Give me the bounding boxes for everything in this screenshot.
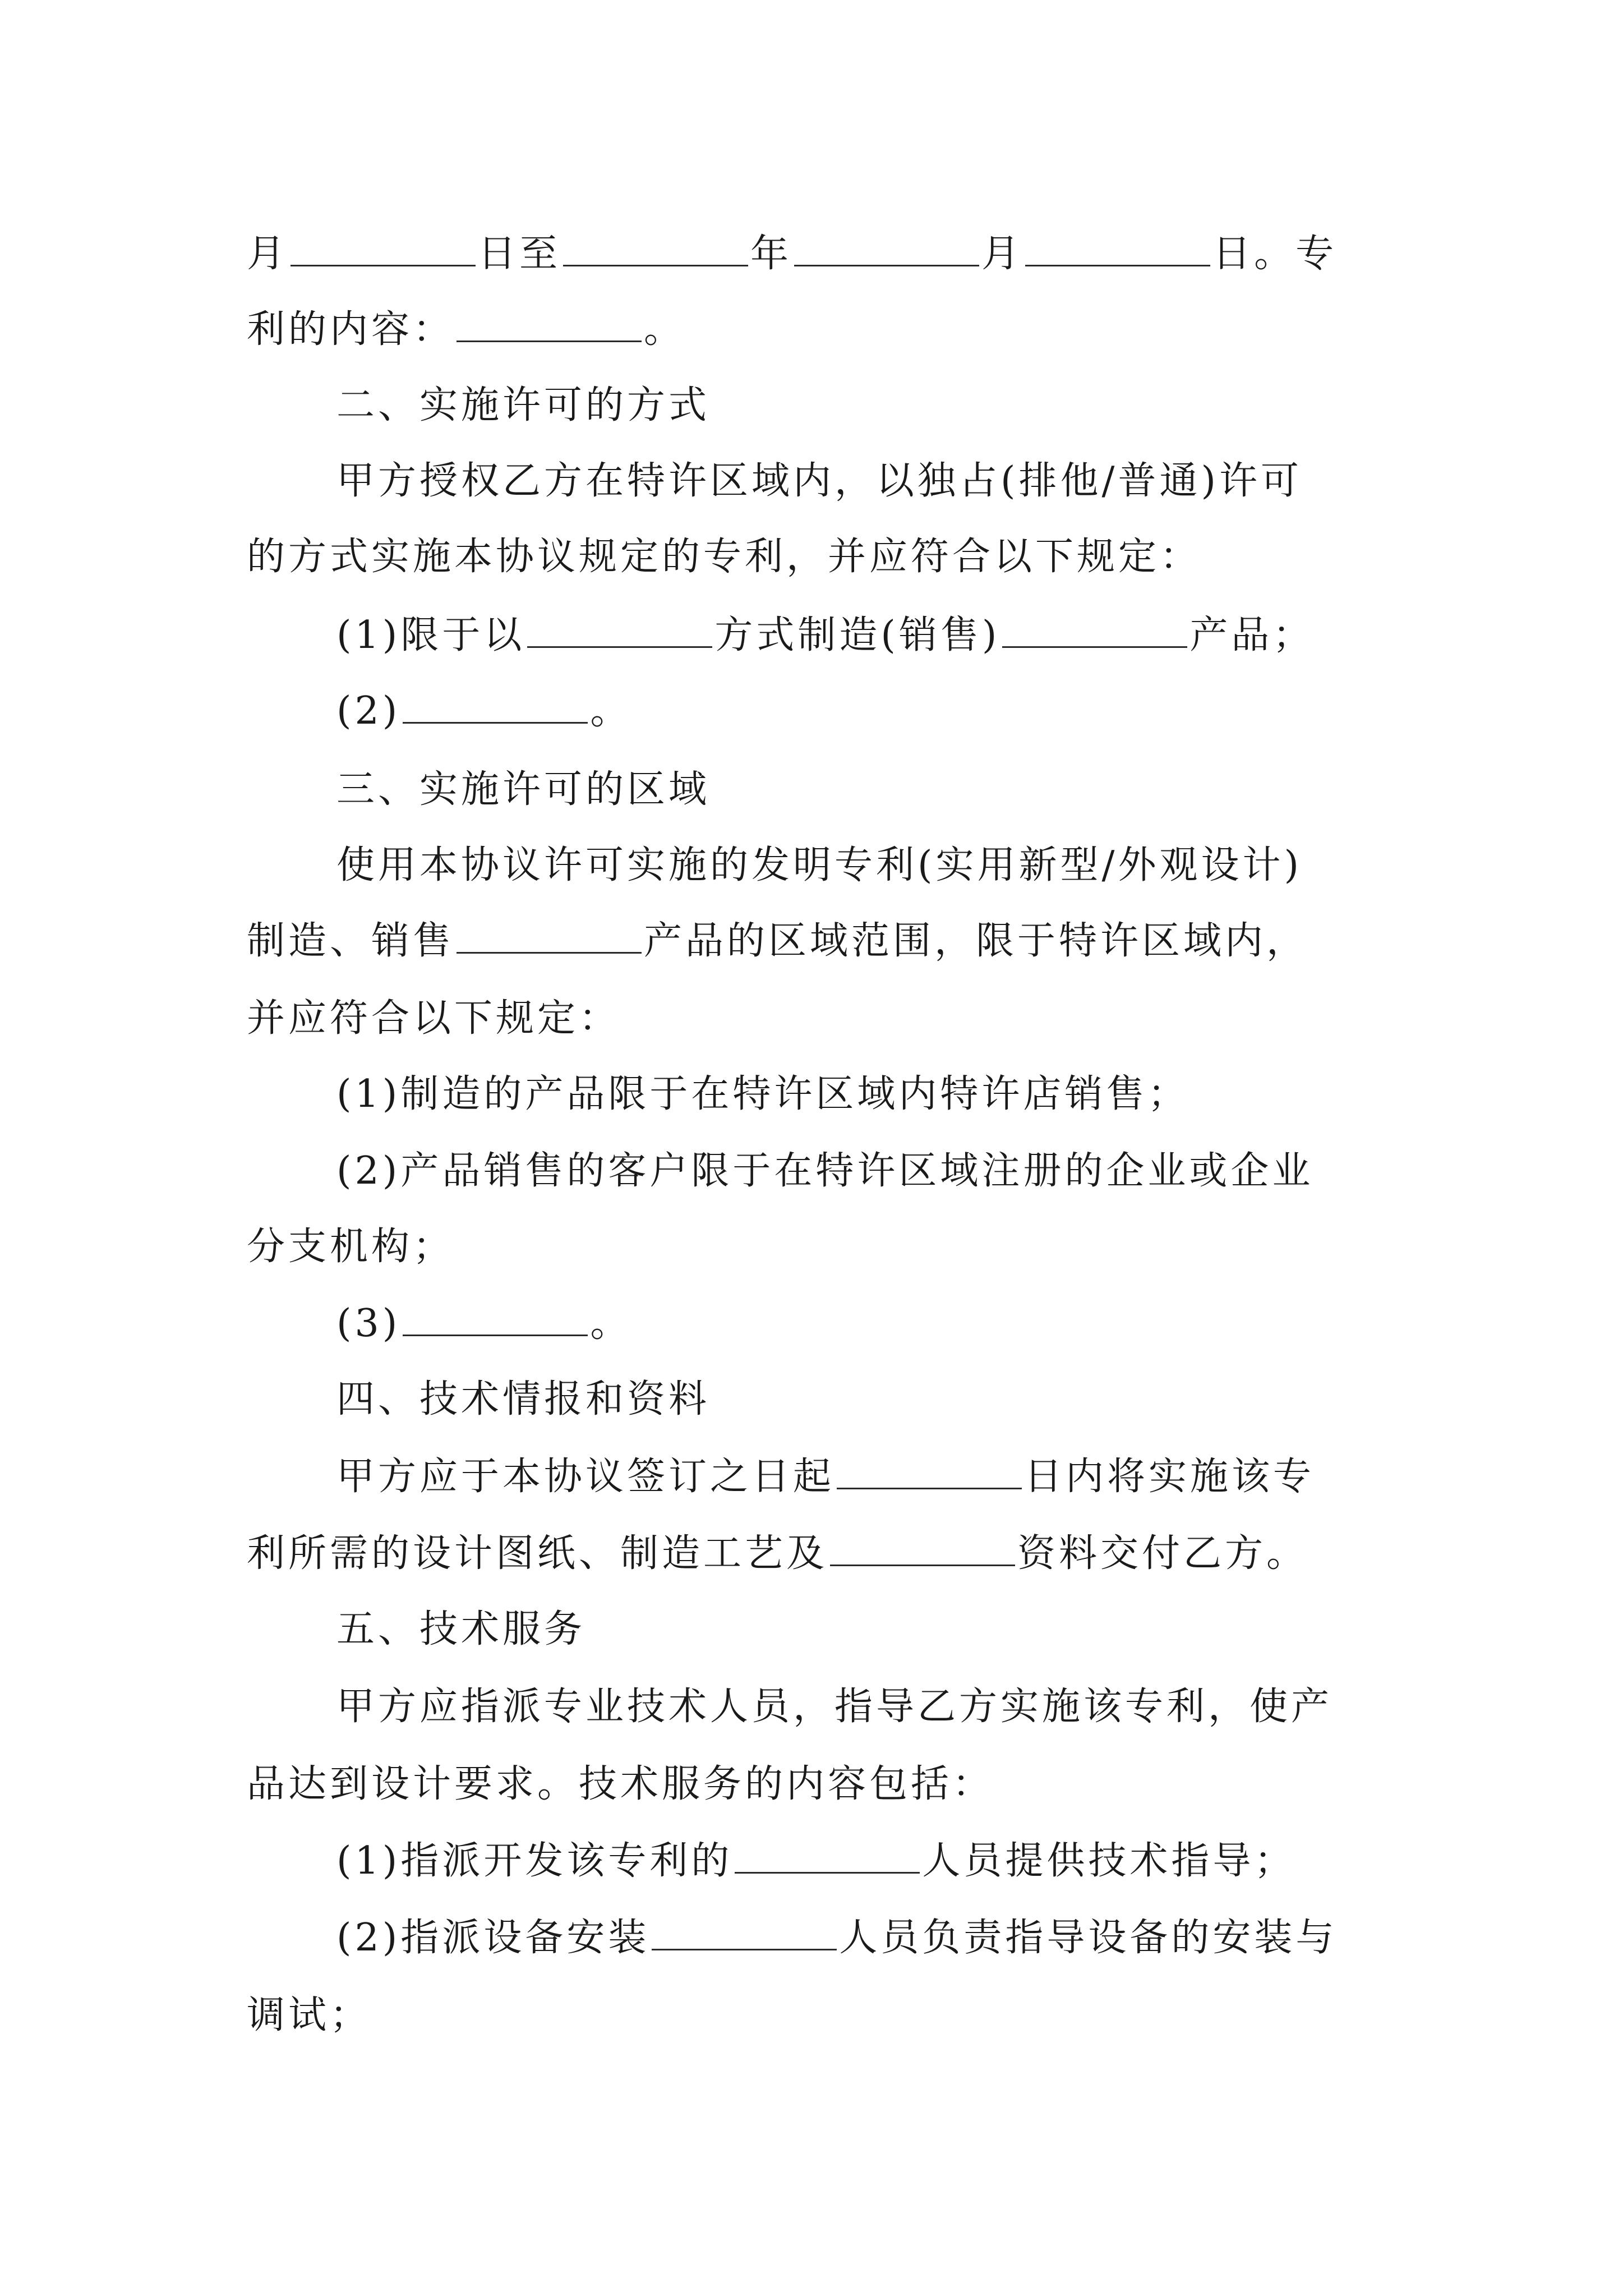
fill-in-blank[interactable]: [837, 1454, 1022, 1489]
text-segment: 日至: [478, 232, 561, 276]
text-segment: 使用本协议许可实施的发明专利(实用新型/外观设计): [336, 843, 1302, 887]
text-segment: 年: [750, 232, 792, 276]
text-line: [0, 1516, 1623, 1592]
fill-in-blank[interactable]: [652, 1915, 837, 1950]
text-segment: 产品；: [1189, 613, 1315, 657]
text-line: [0, 981, 1623, 1057]
fill-in-blank[interactable]: [830, 1531, 1015, 1566]
text-segment: (2)指派设备安装: [336, 1916, 650, 1960]
text-segment: 甲方授权乙方在特许区域内，以独占(排他/普通)许可: [336, 459, 1302, 503]
text-segment: 。: [644, 307, 686, 352]
text-segment: 甲方应于本协议签订之日起: [336, 1455, 835, 1499]
fill-in-blank[interactable]: [794, 231, 979, 266]
text-segment: 日。专: [1212, 232, 1338, 276]
text-line: [0, 367, 1623, 444]
text-segment: 品达到设计要求。技术服务的内容包括：: [247, 1762, 994, 1806]
text-segment: 四、技术情报和资料: [336, 1377, 711, 1421]
text-line: [0, 673, 1623, 749]
text-segment: 人员负责指导设备的安装与: [839, 1916, 1338, 1960]
text-line: [0, 1361, 1623, 1438]
text-segment: 资料交付乙方。: [1017, 1531, 1308, 1576]
text-line: [0, 1209, 1623, 1285]
text-segment: (2)产品销售的客户限于在特许区域注册的企业或企业: [336, 1149, 1314, 1193]
text-segment: (2): [336, 689, 401, 733]
text-line: [0, 903, 1623, 979]
text-segment: 产品的区域范围，限于特许区域内，: [644, 919, 1308, 963]
text-line: [0, 443, 1623, 519]
text-segment: (3): [336, 1301, 401, 1346]
text-segment: 利的内容：: [247, 307, 455, 352]
text-line: [0, 292, 1623, 368]
text-segment: 调试；: [247, 1993, 372, 2037]
fill-in-blank[interactable]: [457, 307, 642, 342]
fill-in-blank[interactable]: [1002, 613, 1187, 648]
text-line: [0, 1286, 1623, 1362]
text-segment: 五、技术服务: [336, 1607, 586, 1651]
text-segment: 。: [590, 1301, 632, 1346]
text-line: [0, 597, 1623, 674]
text-line: [0, 1746, 1623, 1823]
text-segment: 月: [981, 232, 1023, 276]
fill-in-blank[interactable]: [1025, 231, 1210, 266]
text-line: [0, 1900, 1623, 1976]
text-line: [0, 1669, 1623, 1745]
text-segment: 月: [247, 232, 289, 276]
text-segment: (1)制造的产品限于在特许区域内特许店销售；: [336, 1072, 1189, 1116]
text-line: [0, 1823, 1623, 1899]
text-segment: 日内将实施该专: [1024, 1455, 1315, 1499]
text-segment: 利所需的设计图纸、制造工艺及: [247, 1531, 828, 1576]
fill-in-blank[interactable]: [403, 1301, 588, 1336]
fill-in-blank[interactable]: [527, 613, 712, 648]
text-segment: (1)指派开发该专利的: [336, 1839, 733, 1883]
fill-in-blank[interactable]: [291, 231, 476, 266]
text-segment: 并应符合以下规定：: [247, 996, 621, 1041]
fill-in-blank[interactable]: [457, 918, 642, 954]
text-segment: 甲方应指派专业技术人员，指导乙方实施该专利，使产: [336, 1685, 1333, 1729]
text-segment: 方式制造(销售): [714, 613, 1000, 657]
text-line: [0, 1133, 1623, 1209]
fill-in-blank[interactable]: [563, 231, 748, 266]
text-segment: 人员提供技术指导；: [922, 1839, 1296, 1883]
fill-in-blank[interactable]: [735, 1838, 920, 1874]
text-line: [0, 1591, 1623, 1668]
text-line: [0, 752, 1623, 828]
fill-in-blank[interactable]: [403, 688, 588, 724]
text-line: [0, 216, 1623, 292]
text-segment: 分支机构；: [247, 1225, 455, 1269]
text-segment: 制造、销售: [247, 919, 455, 963]
text-segment: 的方式实施本协议规定的专利，并应符合以下规定：: [247, 535, 1202, 579]
text-segment: 。: [590, 689, 632, 733]
text-segment: 二、实施许可的方式: [336, 383, 711, 427]
text-line: [0, 1977, 1623, 2054]
text-line: [0, 1056, 1623, 1133]
text-line: [0, 827, 1623, 904]
text-line: [0, 519, 1623, 595]
text-line: [0, 1439, 1623, 1515]
text-segment: (1)限于以: [336, 613, 525, 657]
text-segment: 三、实施许可的区域: [336, 767, 711, 812]
